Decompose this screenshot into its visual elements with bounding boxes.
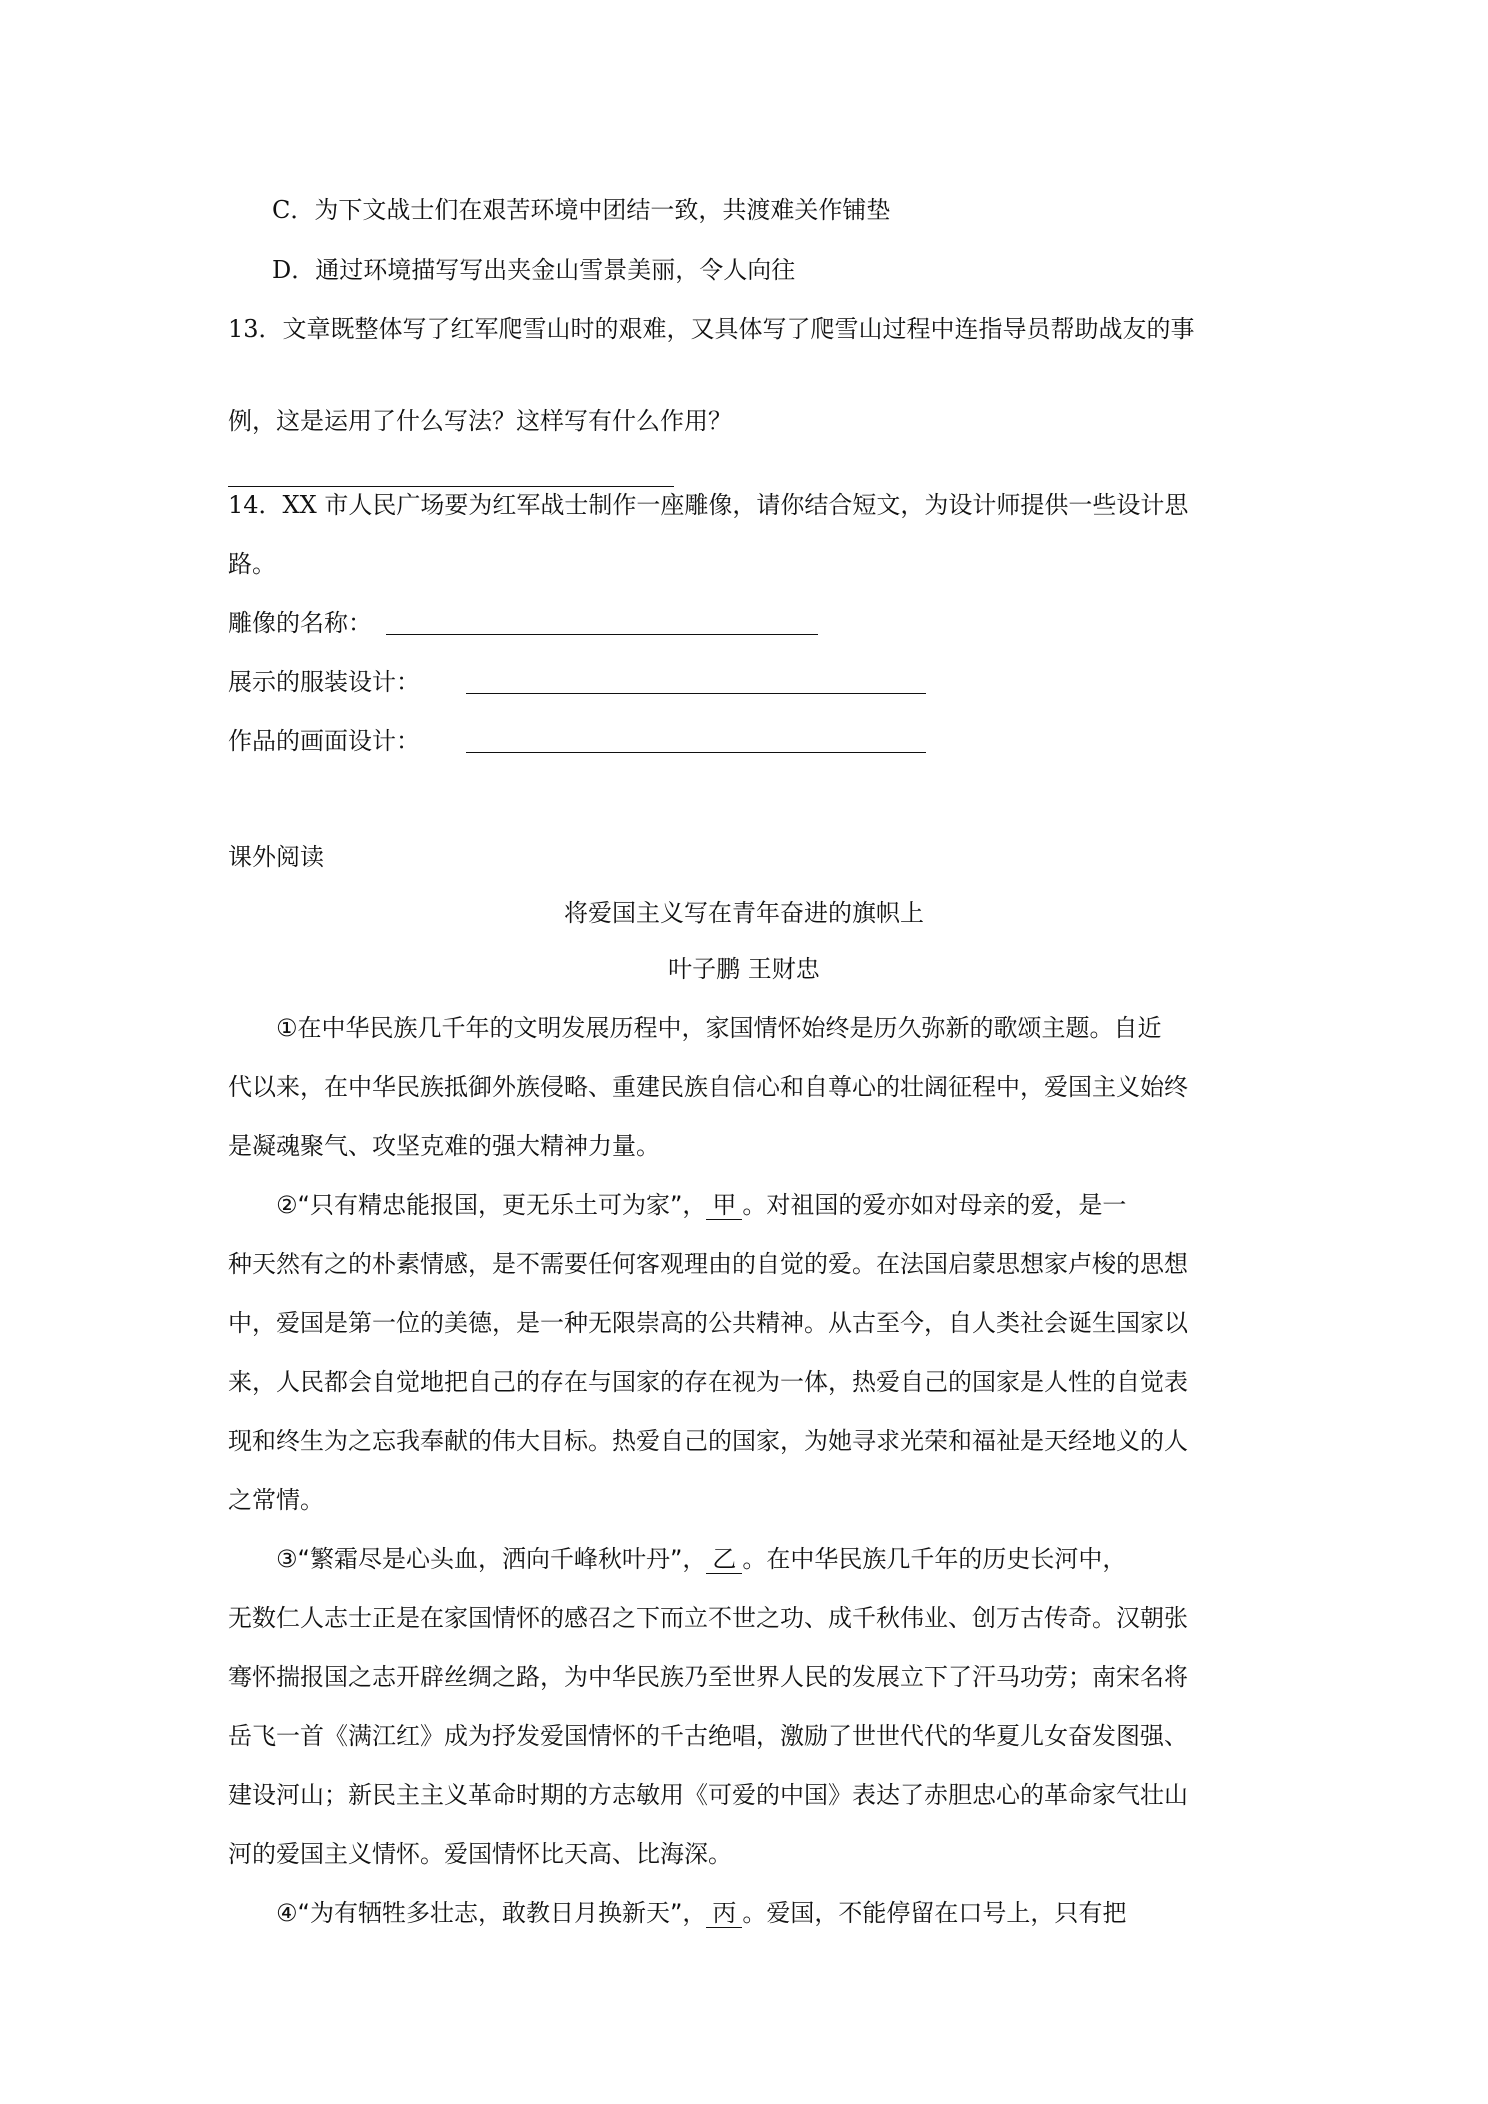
- p2-line-3: 中，爱国是第一位的美德，是一种无限崇高的公共精神。从古至今，自人类社会诞生国家以: [228, 1309, 1188, 1337]
- q12-option-c: C．为下文战士们在艰苦环境中团结一致，共渡难关作铺垫: [272, 196, 891, 224]
- p2-line-1-text-a: ②“只有精忠能报国，更无乐土可为家”，: [276, 1191, 707, 1219]
- p3-line-1: [276, 1543, 1126, 1575]
- p4-line-1: [276, 1897, 1126, 1929]
- q14-field-name-answer-line[interactable]: [386, 634, 818, 635]
- q14-field-name-label: 雕像的名称：: [228, 609, 372, 637]
- q13-answer-line[interactable]: [228, 486, 674, 487]
- reading-title: 将爱国主义写在青年奋进的旗帜上: [564, 899, 924, 927]
- p3-line-1-text-b: 。在中华民族几千年的历史长河中，: [742, 1545, 1127, 1573]
- q14-field-costume-answer-line[interactable]: [466, 693, 926, 694]
- q12-option-d: D．通过环境描写写出夹金山雪景美丽，令人向往: [272, 256, 796, 284]
- p1-line-2: 代以来，在中华民族抵御外族侵略、重建民族自信心和自尊心的壮阔征程中，爱国主义始终: [228, 1073, 1188, 1101]
- q14-text-line-2: 路。: [228, 550, 276, 578]
- q14-field-scene-answer-line[interactable]: [466, 752, 926, 753]
- p4-line-1-text-a: ④“为有牺牲多壮志，敢教日月换新天”，: [276, 1899, 707, 1927]
- p2-line-6: 之常情。: [228, 1486, 324, 1514]
- p3-blank-yi[interactable]: 乙: [706, 1545, 742, 1574]
- q14-field-costume-label: 展示的服装设计：: [228, 668, 420, 696]
- p2-line-1-text-b: 。对祖国的爱亦如对母亲的爱，是一: [742, 1191, 1127, 1219]
- q13-text-line-2: 例，这是运用了什么写法？这样写有什么作用？: [228, 407, 732, 435]
- p4-blank-bing[interactable]: 丙: [706, 1899, 742, 1928]
- p3-line-2: 无数仁人志士正是在家国情怀的感召之下而立不世之功、成千秋伟业、创万古传奇。汉朝张: [228, 1604, 1188, 1632]
- reading-section-label: 课外阅读: [228, 843, 324, 871]
- q14-text-line-1: 14．XX 市人民广场要为红军战士制作一座雕像，请你结合短文，为设计师提供一些设计思: [228, 491, 1189, 519]
- p3-line-1-text-a: ③“繁霜尽是心头血，洒向千峰秋叶丹”，: [276, 1545, 707, 1573]
- p2-line-4: 来，人民都会自觉地把自己的存在与国家的存在视为一体，热爱自己的国家是人性的自觉表: [228, 1368, 1188, 1396]
- p3-line-3: 骞怀揣报国之志开辟丝绸之路，为中华民族乃至世界人民的发展立下了汗马功劳；南宋名将: [228, 1663, 1188, 1691]
- p3-line-5: 建设河山；新民主主义革命时期的方志敏用《可爱的中国》表达了赤胆忠心的革命家气壮山: [228, 1781, 1188, 1809]
- p1-line-3: 是凝魂聚气、攻坚克难的强大精神力量。: [228, 1132, 660, 1160]
- q13-text-line-1: 13．文章既整体写了红军爬雪山时的艰难，又具体写了爬雪山过程中连指导员帮助战友的事: [228, 315, 1195, 343]
- p2-line-2: 种天然有之的朴素情感，是不需要任何客观理由的自觉的爱。在法国启蒙思想家卢梭的思想: [228, 1250, 1188, 1278]
- p2-line-5: 现和终生为之忘我奉献的伟大目标。热爱自己的国家，为她寻求光荣和福祉是天经地义的人: [228, 1427, 1188, 1455]
- p3-line-4: 岳飞一首《满江红》成为抒发爱国情怀的千古绝唱，激励了世世代代的华夏儿女奋发图强、: [228, 1722, 1188, 1750]
- p2-line-1: [276, 1189, 1126, 1221]
- q14-field-scene-label: 作品的画面设计：: [228, 727, 420, 755]
- reading-authors: 叶子鹏 王财忠: [668, 955, 820, 983]
- p2-blank-jia[interactable]: 甲: [706, 1191, 742, 1220]
- p4-line-1-text-b: 。爱国，不能停留在口号上，只有把: [742, 1899, 1127, 1927]
- p3-line-6: 河的爱国主义情怀。爱国情怀比天高、比海深。: [228, 1840, 732, 1868]
- p1-line-1: ①在中华民族几千年的文明发展历程中，家国情怀始终是历久弥新的歌颂主题。自近: [276, 1014, 1162, 1042]
